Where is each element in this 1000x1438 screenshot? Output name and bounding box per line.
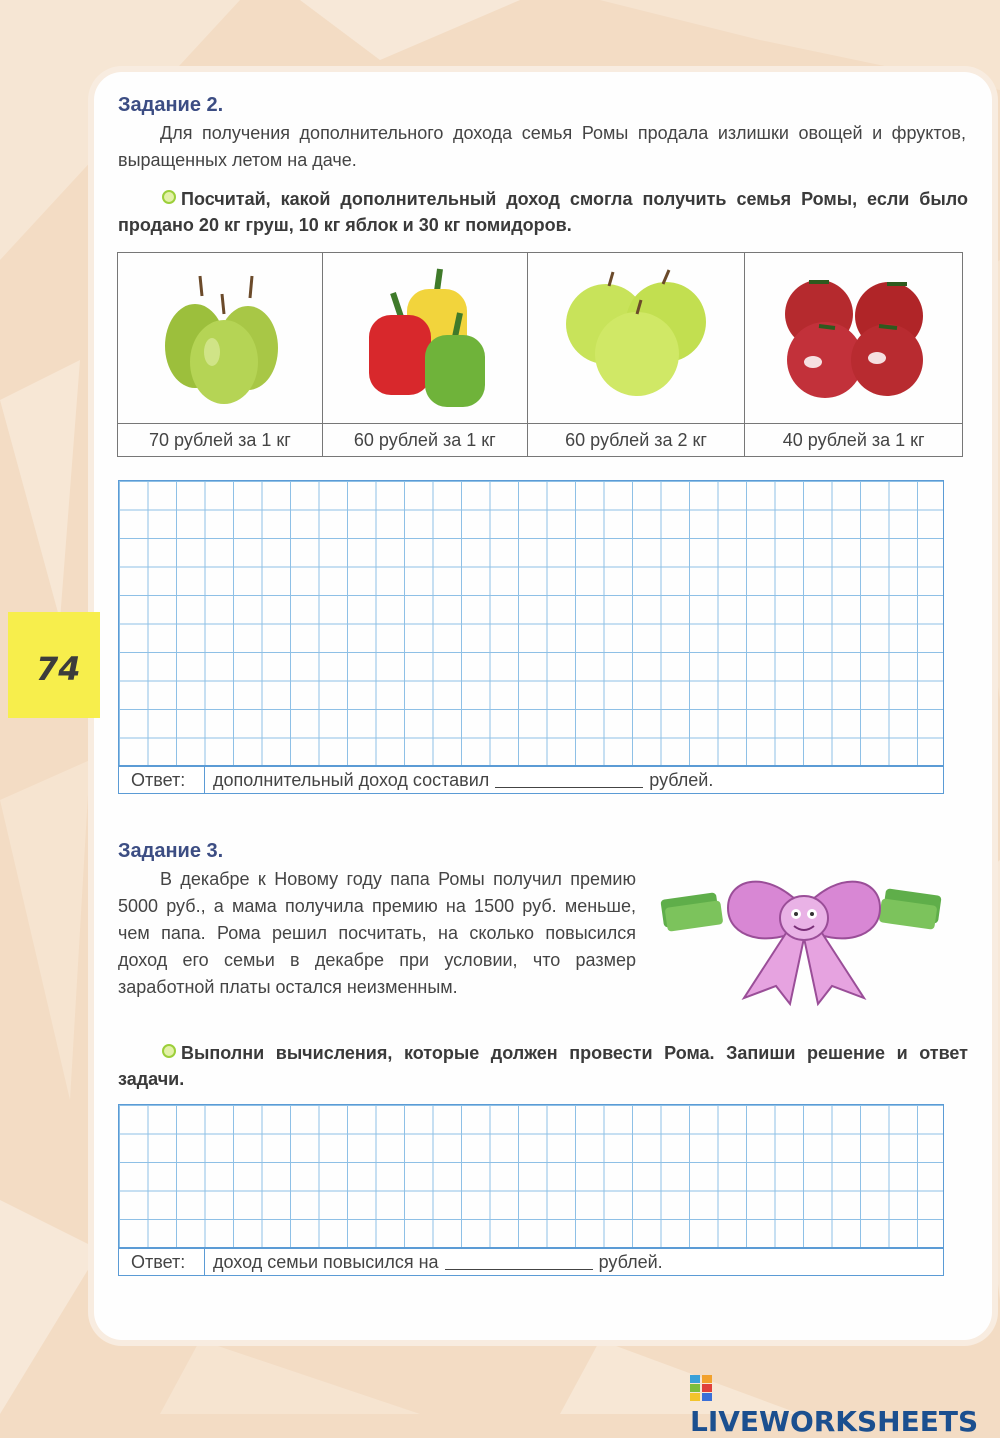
task3-answer-after: рублей. xyxy=(598,1251,663,1272)
peppers-icon xyxy=(345,261,505,411)
tomatoes-cell xyxy=(745,253,963,424)
task3-answer-blank[interactable] xyxy=(445,1253,593,1270)
task2-instruction xyxy=(118,186,968,238)
task2-answer-blank[interactable] xyxy=(495,771,643,788)
apples-icon xyxy=(551,266,721,406)
task3-instruction-text: Выполни вычисления, которые должен провести Рома. Запиши решение и ответ задачи. xyxy=(118,1043,968,1089)
task3-title: Задание 3. xyxy=(118,840,224,862)
task3-answer-row xyxy=(118,1248,944,1276)
bullet-icon xyxy=(162,1044,176,1058)
task3-answer-text xyxy=(205,1252,663,1273)
peppers-cell xyxy=(322,253,527,424)
task2-instruction-text: Посчитай, какой дополнительный доход смогла получить семья Ромы, если было продано 20 кг груш, 10 кг яблок и 30 кг помидоров. xyxy=(118,189,968,235)
task2-answer-text xyxy=(205,770,713,791)
task2-answer-row xyxy=(118,766,944,794)
liveworksheets-logo xyxy=(690,1372,1000,1438)
tomatoes-icon xyxy=(769,266,939,406)
price-table xyxy=(117,252,963,457)
logo-text: LIVEWORKSHEETS xyxy=(690,1405,979,1438)
task2-answer-label: Ответ: xyxy=(119,767,205,793)
bullet-icon xyxy=(162,190,176,204)
task2-title: Задание 2. xyxy=(118,94,224,116)
task3-instruction xyxy=(118,1040,968,1092)
task3-text: В декабре к Новому году папа Ромы получил премию 5000 руб., а мама получила премию на 1500 руб. меньше, чем папа. Рома решил посчитать, на сколько повысился доход его семьи в декабре при условии, что размер заработной платы остался неизменным. xyxy=(118,869,636,997)
price-peppers: 60 рублей за 1 кг xyxy=(322,424,527,457)
pears-cell xyxy=(118,253,323,424)
task3-answer-before: доход семьи повысился на xyxy=(213,1251,439,1272)
apples-cell xyxy=(527,253,745,424)
task2-text: Для получения дополнительного дохода семья Ромы продала излишки овощей и фруктов, выращенных летом на даче. xyxy=(118,123,966,170)
task2-answer-after: рублей. xyxy=(649,769,714,790)
bow-mascot-icon xyxy=(658,868,950,1008)
task3-answer-label: Ответ: xyxy=(119,1249,205,1275)
price-apples: 60 рублей за 2 кг xyxy=(527,424,745,457)
price-tomatoes: 40 рублей за 1 кг xyxy=(745,424,963,457)
pears-icon xyxy=(140,266,300,406)
task2-answer-before: дополнительный доход составил xyxy=(213,769,490,790)
page-number: 74 xyxy=(36,650,81,688)
task2-work-grid[interactable] xyxy=(118,480,944,766)
task3-work-grid[interactable] xyxy=(118,1104,944,1248)
price-pears: 70 рублей за 1 кг xyxy=(118,424,323,457)
logo-mark-icon xyxy=(690,1375,712,1401)
